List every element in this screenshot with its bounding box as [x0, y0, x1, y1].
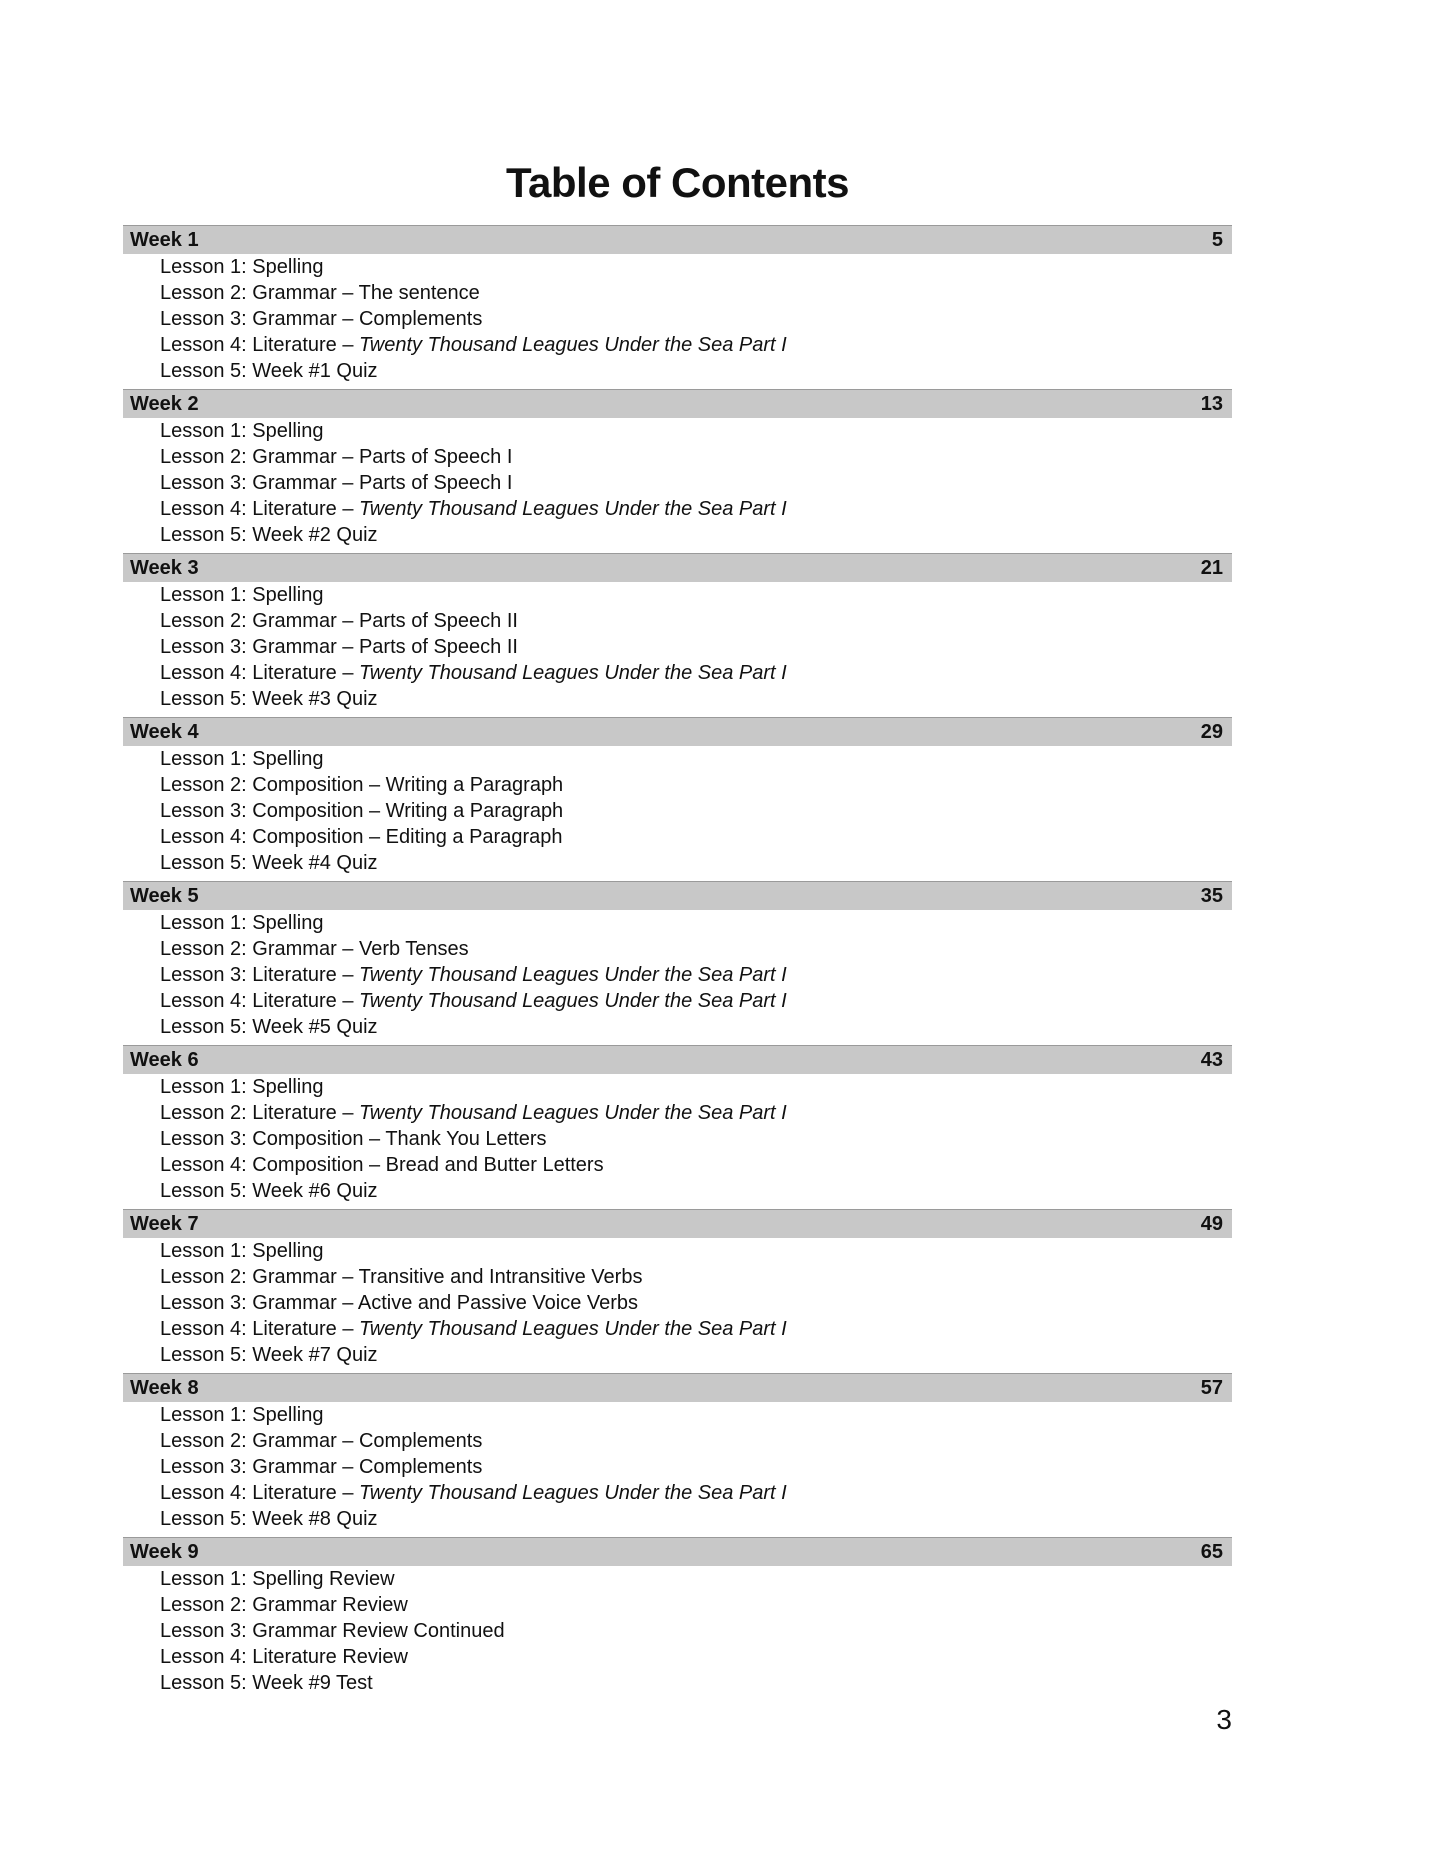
- lesson-entry: [160, 1178, 1232, 1204]
- lesson-entry: [160, 280, 1232, 306]
- week-label: Week 4: [130, 721, 199, 743]
- lesson-entry: [160, 850, 1232, 876]
- week-label: Week 1: [130, 229, 199, 251]
- lesson-entry: [160, 1480, 1232, 1506]
- week-section: [123, 717, 1232, 876]
- week-label: Week 3: [130, 557, 199, 579]
- lesson-book-title: Twenty Thousand Leagues Under the Sea Part I: [359, 498, 787, 520]
- week-section: [123, 1537, 1232, 1696]
- lesson-list: [123, 1402, 1232, 1532]
- week-page-number: 43: [1200, 1049, 1223, 1071]
- lesson-entry: [160, 1316, 1232, 1342]
- lesson-entry: [160, 634, 1232, 660]
- lesson-entry: [160, 608, 1232, 634]
- week-label: Week 2: [130, 393, 199, 415]
- week-section: [123, 553, 1232, 712]
- lesson-text: Lesson 3: Grammar – Parts of Speech I: [160, 472, 513, 494]
- lesson-text: Lesson 3: Composition – Thank You Letters: [160, 1128, 547, 1150]
- lesson-entry: [160, 306, 1232, 332]
- lesson-entry: [160, 1290, 1232, 1316]
- week-page-number: 5: [1211, 229, 1223, 251]
- lesson-text: Lesson 1: Spelling: [160, 1076, 324, 1098]
- lesson-list: [123, 1238, 1232, 1368]
- lesson-entry: [160, 1014, 1232, 1040]
- lesson-entry: [160, 444, 1232, 470]
- lesson-book-title: Twenty Thousand Leagues Under the Sea Part I: [359, 964, 787, 986]
- week-header: [123, 389, 1232, 418]
- lesson-entry: [160, 358, 1232, 384]
- week-section: [123, 1209, 1232, 1368]
- lesson-list: [123, 1074, 1232, 1204]
- week-section: [123, 881, 1232, 1040]
- lesson-text: Lesson 2: Grammar – Transitive and Intransitive Verbs: [160, 1266, 643, 1288]
- lesson-entry: [160, 1342, 1232, 1368]
- lesson-text: Lesson 1: Spelling: [160, 1404, 324, 1426]
- lesson-entry: [160, 686, 1232, 712]
- lesson-text: Lesson 2: Grammar – Verb Tenses: [160, 938, 469, 960]
- lesson-entry: [160, 1264, 1232, 1290]
- lesson-entry: [160, 1592, 1232, 1618]
- lesson-entry: [160, 772, 1232, 798]
- lesson-list: [123, 910, 1232, 1040]
- lesson-text: Lesson 3: Grammar – Complements: [160, 308, 483, 330]
- lesson-entry: [160, 910, 1232, 936]
- week-page-number: 49: [1200, 1213, 1223, 1235]
- week-section: [123, 1045, 1232, 1204]
- week-section: [123, 389, 1232, 548]
- lesson-entry: [160, 1074, 1232, 1100]
- lesson-entry: [160, 798, 1232, 824]
- week-page-number: 57: [1200, 1377, 1223, 1399]
- lesson-list: [123, 254, 1232, 384]
- lesson-entry: [160, 936, 1232, 962]
- lesson-book-title: Twenty Thousand Leagues Under the Sea Part I: [359, 1318, 787, 1340]
- week-header: [123, 553, 1232, 582]
- week-label: Week 7: [130, 1213, 199, 1235]
- week-header: [123, 1537, 1232, 1566]
- lesson-text: Lesson 2: Grammar – Parts of Speech II: [160, 610, 518, 632]
- lesson-entry: [160, 1152, 1232, 1178]
- week-page-number: 65: [1200, 1541, 1223, 1563]
- week-page-number: 21: [1200, 557, 1223, 579]
- lesson-entry: [160, 1506, 1232, 1532]
- lesson-entry: [160, 1100, 1232, 1126]
- lesson-entry: [160, 1238, 1232, 1264]
- lesson-text: Lesson 2: Grammar – The sentence: [160, 282, 480, 304]
- lesson-text: Lesson 2: Literature –: [160, 1102, 360, 1124]
- toc-content: [123, 0, 1232, 1701]
- lesson-entry: [160, 418, 1232, 444]
- week-section: [123, 225, 1232, 384]
- lesson-text: Lesson 4: Literature –: [160, 1482, 360, 1504]
- lesson-entry: [160, 1402, 1232, 1428]
- week-header: [123, 225, 1232, 254]
- lesson-book-title: Twenty Thousand Leagues Under the Sea Part I: [359, 334, 787, 356]
- footer-page-number: 3: [1216, 1704, 1232, 1735]
- week-page-number: 35: [1200, 885, 1223, 907]
- week-label: Week 5: [130, 885, 199, 907]
- lesson-text: Lesson 4: Composition – Editing a Paragraph: [160, 826, 563, 848]
- lesson-text: Lesson 5: Week #2 Quiz: [160, 524, 378, 546]
- lesson-entry: [160, 496, 1232, 522]
- page-title: Table of Contents: [505, 159, 850, 206]
- lesson-entry: [160, 254, 1232, 280]
- lesson-text: Lesson 5: Week #1 Quiz: [160, 360, 378, 382]
- week-header: [123, 881, 1232, 910]
- lesson-book-title: Twenty Thousand Leagues Under the Sea Part I: [359, 662, 787, 684]
- lesson-entry: [160, 962, 1232, 988]
- week-header: [123, 717, 1232, 746]
- lesson-text: Lesson 3: Composition – Writing a Paragraph: [160, 800, 564, 822]
- lesson-list: [123, 1566, 1232, 1696]
- lesson-text: Lesson 1: Spelling: [160, 256, 324, 278]
- lesson-text: Lesson 3: Literature –: [160, 964, 360, 986]
- lesson-list: [123, 418, 1232, 548]
- lesson-text: Lesson 4: Literature Review: [160, 1646, 408, 1668]
- lesson-text: Lesson 4: Composition – Bread and Butter Letters: [160, 1154, 604, 1176]
- lesson-entry: [160, 522, 1232, 548]
- week-section: [123, 1373, 1232, 1532]
- lesson-entry: [160, 1454, 1232, 1480]
- lesson-text: Lesson 3: Grammar – Complements: [160, 1456, 483, 1478]
- lesson-entry: [160, 660, 1232, 686]
- lesson-entry: [160, 470, 1232, 496]
- lesson-entry: [160, 1618, 1232, 1644]
- week-label: Week 8: [130, 1377, 199, 1399]
- lesson-entry: [160, 1126, 1232, 1152]
- lesson-text: Lesson 4: Literature –: [160, 498, 360, 520]
- lesson-book-title: Twenty Thousand Leagues Under the Sea Part I: [359, 1102, 787, 1124]
- lesson-text: Lesson 2: Grammar – Complements: [160, 1430, 483, 1452]
- lesson-text: Lesson 2: Composition – Writing a Paragraph: [160, 774, 564, 796]
- lesson-entry: [160, 1670, 1232, 1696]
- week-header: [123, 1045, 1232, 1074]
- lesson-text: Lesson 1: Spelling: [160, 420, 324, 442]
- lesson-entry: [160, 1566, 1232, 1592]
- lesson-list: [123, 582, 1232, 712]
- week-page-number: 13: [1200, 393, 1223, 415]
- lesson-text: Lesson 1: Spelling: [160, 912, 324, 934]
- lesson-text: Lesson 1: Spelling: [160, 748, 324, 770]
- lesson-text: Lesson 1: Spelling Review: [160, 1568, 395, 1590]
- week-page-number: 29: [1200, 721, 1223, 743]
- lesson-book-title: Twenty Thousand Leagues Under the Sea Part I: [359, 990, 787, 1012]
- lesson-book-title: Twenty Thousand Leagues Under the Sea Part I: [359, 1482, 787, 1504]
- lesson-entry: [160, 824, 1232, 850]
- lesson-text: Lesson 5: Week #4 Quiz: [160, 852, 378, 874]
- week-label: Week 6: [130, 1049, 199, 1071]
- lesson-text: Lesson 2: Grammar – Parts of Speech I: [160, 446, 513, 468]
- lesson-text: Lesson 5: Week #3 Quiz: [160, 688, 378, 710]
- week-header: [123, 1209, 1232, 1238]
- lesson-entry: [160, 1428, 1232, 1454]
- lesson-entry: [160, 582, 1232, 608]
- lesson-text: Lesson 4: Literature –: [160, 662, 360, 684]
- lesson-text: Lesson 3: Grammar Review Continued: [160, 1620, 505, 1642]
- lesson-entry: [160, 1644, 1232, 1670]
- week-label: Week 9: [130, 1541, 199, 1563]
- lesson-text: Lesson 4: Literature –: [160, 334, 360, 356]
- lesson-text: Lesson 5: Week #7 Quiz: [160, 1344, 378, 1366]
- lesson-text: Lesson 5: Week #9 Test: [160, 1672, 373, 1694]
- lesson-text: Lesson 4: Literature –: [160, 990, 360, 1012]
- lesson-text: Lesson 5: Week #8 Quiz: [160, 1508, 378, 1530]
- lesson-text: Lesson 2: Grammar Review: [160, 1594, 408, 1616]
- lesson-text: Lesson 1: Spelling: [160, 1240, 324, 1262]
- lesson-entry: [160, 746, 1232, 772]
- lesson-text: Lesson 3: Grammar – Parts of Speech II: [160, 636, 518, 658]
- toc-sections: [123, 225, 1232, 1696]
- lesson-entry: [160, 332, 1232, 358]
- lesson-text: Lesson 1: Spelling: [160, 584, 324, 606]
- lesson-entry: [160, 988, 1232, 1014]
- lesson-text: Lesson 5: Week #6 Quiz: [160, 1180, 378, 1202]
- week-header: [123, 1373, 1232, 1402]
- lesson-text: Lesson 5: Week #5 Quiz: [160, 1016, 378, 1038]
- lesson-list: [123, 746, 1232, 876]
- lesson-text: Lesson 3: Grammar – Active and Passive Voice Verbs: [160, 1292, 639, 1314]
- lesson-text: Lesson 4: Literature –: [160, 1318, 360, 1340]
